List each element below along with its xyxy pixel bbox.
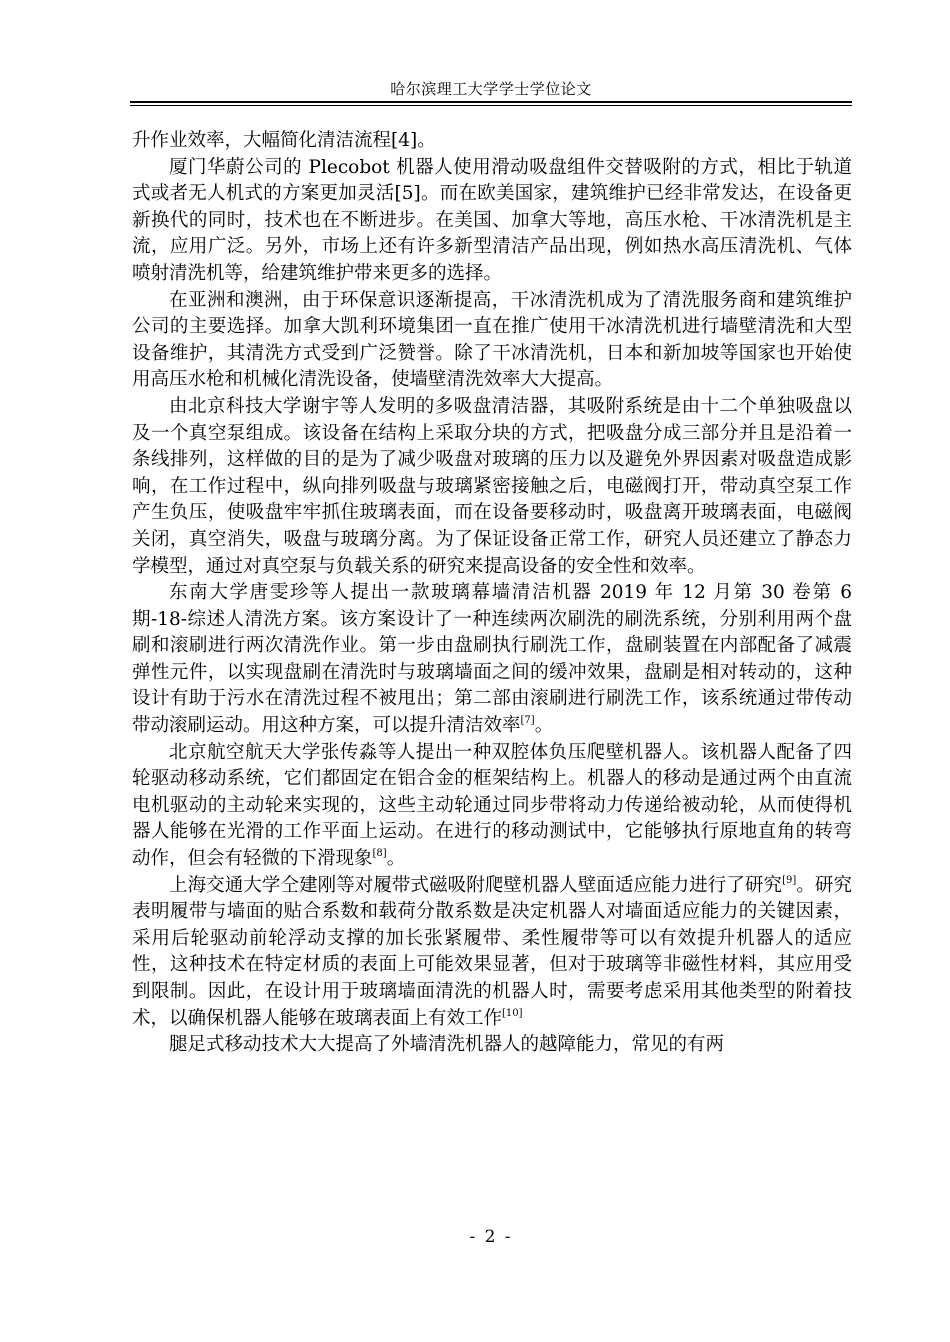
paragraph-7: 上海交通大学仝建刚等对履带式磁吸附爬壁机器人壁面适应能力进行了研究[9]。研究表明履带与墙面的贴合系数和载荷分散系数是决定机器人对墙面适应能力的关键因素，采用后轮驱动前轮浮动支撑的加长张紧履带、柔性履带等可以有效提升机器人的适应性，这种技术在特定材质的表面上可能效果显著，但对于玻璃等非磁性材料，其应用受到限制。因此，在设计用于玻璃墙面清洗的机器人时，需要考虑采用其他类型的附着技术，以确保机器人能够在玻璃表面上有效工作[10]	[132, 874, 852, 1029]
citation-10: [10]	[502, 1007, 523, 1019]
page-number: - 2 -	[469, 1227, 513, 1247]
paragraph-5: 东南大学唐雯珍等人提出一款玻璃幕墙清洁机器 2019 年 12 月第 30 卷第 6 期-18-综述人清洗方案。该方案设计了一种连续两次刷洗的刷洗系统，分别利用两个盘刷和滚刷进行两次清洗作业。第一步由盘刷执行刷洗工作，盘刷装置在内部配备了减震弹性元件，以实现盘刷在清洗时与玻璃墙面之间的缓冲效果，盘刷是相对转动的，这种设计有助于污水在清洗过程不被甩出；第二部由滚刷进行刷洗工作，该系统通过带传动带动滚刷运动。用这种方案，可以提升清洁效率[7]。	[132, 582, 852, 737]
citation-8: [8]	[372, 848, 387, 860]
paragraph-3: 在亚洲和澳洲，由于环保意识逐渐提高，干冰清洗机成为了清洗服务商和建筑维护公司的主要选择。加拿大凯利环境集团一直在推广使用干冰清洗机进行墙壁清洗和大型设备维护，其清洗方式受到广泛赞誉。除了干冰清洗机，日本和新加坡等国家也开始使用高压水枪和机械化清洗设备，使墙壁清洗效率大大提高。	[132, 289, 852, 391]
citation-7: [7]	[520, 715, 535, 727]
paragraph-8: 腿足式移动技术大大提高了外墙清洗机器人的越障能力，常见的有两	[169, 1034, 725, 1056]
paragraph-1: 升作业效率，大幅简化清洁流程[4]。	[132, 130, 436, 151]
citation-9: [9]	[782, 874, 797, 886]
paragraph-6: 北京航空航天大学张传淼等人提出一种双腔体负压爬壁机器人。该机器人配备了四轮驱动移动系统，它们都固定在铝合金的框架结构上。机器人的移动是通过两个由直流电机驱动的主动轮来实现的，这些主动轮通过同步带将动力传递给被动轮，从而使得机器人能够在光滑的工作平面上运动。在进行的移动测试中，它能够执行原地直角的转弯动作，但会有轻微的下滑现象[8]。	[132, 741, 852, 870]
header-rule-thick	[130, 101, 852, 103]
paragraph-2: 厦门华蔚公司的 Plecobot 机器人使用滑动吸盘组件交替吸附的方式，相比于轨道式或者无人机式的方案更加灵活[5]。而在欧美国家，建筑维护已经非常发达，在设备更新换代的同时，技术也在不断进步。在美国、加拿大等地，高压水枪、干冰清洗机是主流，应用广泛。另外，市场上还有许多新型清洁产品出现，例如热水高压清洗机、气体喷射清洗机等，给建筑维护带来更多的选择。	[132, 156, 852, 284]
running-header: 哈尔滨理工大学学士学位论文	[390, 80, 592, 98]
body-text	[132, 128, 852, 1059]
paragraph-4: 由北京科技大学谢宇等人发明的多吸盘清洁器，其吸附系统是由十二个单独吸盘以及一个真空泵组成。该设备在结构上采取分块的方式，把吸盘分成三部分并且是沿着一条线排列，这样做的目的是为了减少吸盘对玻璃的压力以及避免外界因素对吸盘造成影响，在工作过程中，纵向排列吸盘与玻璃紧密接触之后，电磁阀打开，带动真空泵工作产生负压，使吸盘牢牢抓住玻璃表面，而在设备要移动时，吸盘离开玻璃表面，电磁阀关闭，真空消失，吸盘与玻璃分离。为了保证设备正常工作，研究人员还建立了静态力学模型，通过对真空泵与负载关系的研究来提高设备的安全性和效率。	[132, 395, 852, 577]
header-rule-thin	[130, 105, 852, 106]
